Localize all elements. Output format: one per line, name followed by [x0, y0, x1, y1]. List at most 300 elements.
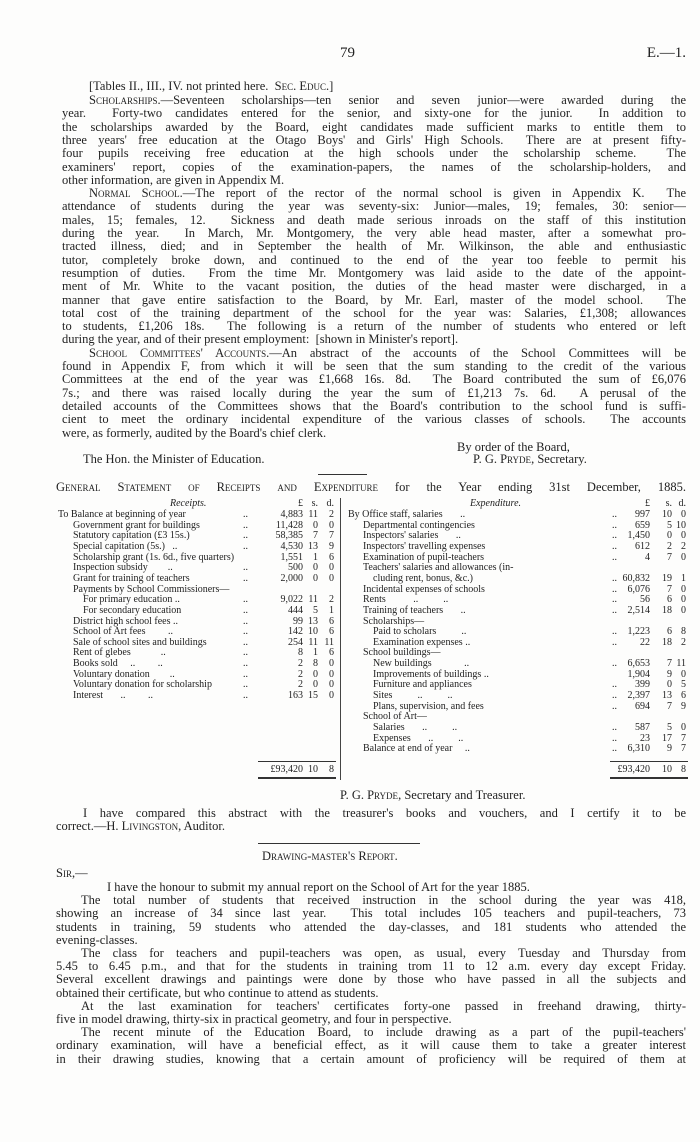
expenditure-amount-d: 0 [681, 594, 686, 605]
text-segment: The Hon. the Minister of Education. [83, 452, 265, 466]
text-segment: , Auditor. [178, 819, 225, 833]
receipts-row-label: Grant for training of teachers [73, 573, 190, 584]
dot-leader: .. [612, 743, 617, 754]
expenditure-amount-l: 659 [635, 520, 650, 531]
receipts-amount-d: 0 [329, 520, 334, 531]
text-segment: examiners' report, copies of the examination-papers, the names of the scholarship-holders, and [62, 160, 686, 174]
expenditure-amount-d: 1 [681, 573, 686, 584]
receipts-amount-s: 13 [308, 616, 318, 627]
text-segment: [Tables II., III., IV. not printed here. [89, 79, 275, 93]
expenditure-row-label: cluding rent, bonus, &c.) [373, 573, 473, 584]
document-reference: E.—1. [646, 45, 686, 61]
dot-leader: .. [612, 594, 617, 605]
receipts-amount-l: 11,428 [275, 520, 303, 531]
addressee [83, 452, 265, 466]
receipts-amount-l: 99 [293, 616, 303, 627]
expenditure-amount-d: 8 [681, 626, 686, 637]
receipts-amount-d: 6 [329, 552, 334, 563]
receipts-amount-l: 142 [288, 626, 303, 637]
expenditure-row-label: Rents .. .. [363, 594, 449, 605]
expenditure-amount-s: 5 [667, 722, 672, 733]
receipts-amount-l: 444 [288, 605, 303, 616]
expenditure-amount-d: 2 [681, 637, 686, 648]
small-caps-text: General Statement of Receipts and Expenditure [56, 480, 378, 494]
receipts-amount-s: 0 [313, 562, 318, 573]
expenditure-amount-l: 6,076 [627, 584, 650, 595]
text-segment: The total number of students that received instruction in the school during the year was 418, [81, 893, 686, 907]
expenditure-amount-s: 9 [667, 669, 672, 680]
text-segment: total cost of the training department of the school for the year was: Salaries, £1,308; allowances [62, 306, 686, 320]
dot-leader: .. [612, 722, 617, 733]
expenditure-amount-s: 18 [662, 637, 672, 648]
expenditure-amount-d: 0 [681, 605, 686, 616]
receipts-amount-l: 1,551 [280, 552, 303, 563]
expenditure-amount-s: 19 [662, 573, 672, 584]
text-segment: four pupils receiving free education at the high schools under the scholarship scheme. The [62, 146, 686, 160]
expenditure-amount-d: 0 [681, 530, 686, 541]
receipts-column-col_shillings: s. [311, 498, 318, 509]
page-number: 79 [340, 45, 355, 61]
expenditure_total-l: £93,420 [617, 764, 650, 775]
dot-leader: .. [612, 584, 617, 595]
text-segment: correct.—H. [56, 819, 122, 833]
text-segment: year. Forty-two candidates entered for the senior, and sixty-one for the junior. In addition to [62, 106, 686, 120]
receipts-row-label: For secondary education [83, 605, 182, 616]
report-line [81, 999, 686, 1013]
dot-leader: .. [243, 573, 248, 584]
receipts-row-label: To Balance at beginning of year [58, 509, 186, 520]
expenditure_total-s: 10 [662, 764, 672, 775]
receipts-column-col_pence: d. [326, 498, 334, 509]
expenditure-amount-d: 0 [681, 584, 686, 595]
expenditure-amount-l: 612 [635, 541, 650, 552]
expenditure-row-label: Expenses .. .. [373, 733, 464, 744]
paragraph-line [89, 93, 686, 107]
dot-leader: .. [243, 679, 248, 690]
receipts-amount-l: 4,883 [280, 509, 303, 520]
expenditure-amount-s: 17 [662, 733, 672, 744]
receipts-row-label: District high school fees .. [73, 616, 178, 627]
expenditure-amount-d: 9 [681, 701, 686, 712]
expenditure-amount-l: 997 [635, 509, 650, 520]
statement-title [56, 480, 686, 494]
report-line [56, 1012, 452, 1026]
expenditure-amount-l: 2,397 [627, 690, 650, 701]
expenditure-column-col_shillings: s. [665, 498, 672, 509]
report-line [56, 986, 378, 1000]
dot-leader: .. [243, 562, 248, 573]
receipts-amount-s: 8 [313, 658, 318, 669]
expenditure-amount-s: 18 [662, 605, 672, 616]
expenditure-row-label: School of Art— [363, 711, 427, 722]
receipts-amount-s: 15 [308, 690, 318, 701]
expenditure-amount-d: 2 [681, 541, 686, 552]
expenditure-amount-s: 7 [667, 584, 672, 595]
expenditure-amount-l: 56 [640, 594, 650, 605]
text-segment: for the Year ending 31st December, 1885. [377, 480, 686, 494]
text-segment: tutor, completely broke down, and continued to the end of the year too feeble to permit his [62, 253, 686, 267]
dot-leader: .. [243, 594, 248, 605]
text-segment: in their drawing studies, knowing that a certain amount of proficiency will be required of them at [56, 1052, 686, 1066]
dot-leader: .. [612, 520, 617, 531]
dot-leader: .. [243, 690, 248, 701]
receipts-row-label: Inspection subsidy .. [73, 562, 173, 573]
section-rule [258, 843, 420, 844]
text-segment: obtained their certificate, but who continue to attend as students. [56, 986, 379, 1000]
small-caps-text: Scholarships. [89, 93, 161, 107]
expenditure-amount-s: 6 [667, 626, 672, 637]
text-segment: resumption of duties. From the time Mr. Montgomery was laid aside to the date of the appoint- [62, 266, 686, 280]
text-segment: At the last examination for teachers' certificates forty-one passed in freehand drawing, thirty- [81, 999, 686, 1013]
text-segment: , Secretary and Treasurer. [398, 788, 526, 802]
text-segment: evening-classes. [56, 933, 138, 947]
dot-leader: .. [612, 509, 617, 520]
expenditure-row-label: Inspectors' salaries .. [363, 530, 461, 541]
expenditure-row-label: Improvements of buildings .. [373, 669, 489, 680]
text-segment: manner that gave entire satisfaction to the Board, by Mr. Earl, master of the model school. The [62, 293, 686, 307]
dot-leader: .. [612, 733, 617, 744]
expenditure-row-label: Paid to scholars .. [373, 626, 467, 637]
text-segment: —The report of the rector of the normal school is given in Appendix K. The [182, 186, 686, 200]
expenditure-row-label: Scholarships— [363, 616, 425, 627]
text-segment: to students, £1,206 18s. The following is a return of the number of students who entered or left [62, 319, 686, 333]
receipts-row-label: Special capitation (5s.) .. [73, 541, 178, 552]
audit-line [83, 806, 686, 820]
text-segment: —Seventeen scholarships—ten senior and seven junior—were awarded during the [160, 93, 686, 107]
receipts-amount-s: 5 [313, 605, 318, 616]
text-segment: 5.45 to 6.45 p.m., and that for the students in training trom 11 to 12 a.m. every day except Friday. [56, 959, 686, 973]
text-segment: P. G. [340, 788, 368, 802]
text-segment: cient to meet the ordinary incidental expenditure of the various classes of schools. The accounts [62, 412, 686, 426]
expenditure-amount-s: 7 [667, 701, 672, 712]
report-line [81, 946, 686, 960]
total-rule-right [610, 761, 688, 762]
text-segment: during the year. In March, Mr. Montgomery, the very able head master, after a somewhat pro- [62, 226, 686, 240]
paragraph-line [62, 239, 686, 253]
expenditure-row-label: Incidental expenses of schools [363, 584, 485, 595]
receipts-row-label: Payments by School Commissioners— [73, 584, 230, 595]
expenditure-amount-s: 13 [662, 690, 672, 701]
small-caps-text: Livingston [121, 819, 179, 833]
expenditure-amount-s: 10 [662, 509, 672, 520]
expenditure-amount-l: 6,653 [627, 658, 650, 669]
text-segment: ordinary examination, will have a beneficial effect, as it will cause them to take a greater interest [56, 1038, 686, 1052]
expenditure-amount-l: 694 [635, 701, 650, 712]
dot-leader: .. [243, 530, 248, 541]
paragraph-line [62, 293, 686, 307]
expenditure-row-label: Training of teachers .. [363, 605, 466, 616]
receipts-row-label: Voluntary donation for scholarship [73, 679, 212, 690]
dot-leader: .. [243, 658, 248, 669]
expenditure-row-label: By Office staff, salaries .. [348, 509, 466, 520]
receipts-amount-d: 0 [329, 658, 334, 669]
paragraph-line [62, 332, 458, 346]
paragraph-line [62, 412, 686, 426]
receipts-amount-d: 7 [329, 530, 334, 541]
expenditure-row-label: Examination of pupil-teachers [363, 552, 485, 563]
audit-line [56, 819, 225, 833]
expenditure-amount-l: 4 [645, 552, 650, 563]
receipts-amount-s: 1 [313, 552, 318, 563]
receipts-amount-l: 58,385 [275, 530, 303, 541]
small-caps-text: Pryde [500, 452, 532, 466]
small-caps-text: Normal School. [89, 186, 183, 200]
expenditure-heading: Expenditure. [470, 498, 522, 509]
report-line [56, 959, 686, 973]
paragraph-line [62, 306, 686, 320]
text-segment: , Secretary. [531, 452, 587, 466]
receipts-amount-l: 254 [288, 637, 303, 648]
text-segment: By order of the Board, [457, 440, 570, 454]
receipts-amount-d: 1 [329, 605, 334, 616]
receipts-amount-s: 13 [308, 541, 318, 552]
total-rule-left [258, 761, 336, 762]
text-segment: The recent minute of the Education Board, to include drawing as a part of the pupil-teachers' [81, 1025, 686, 1039]
expenditure-amount-l: 60,832 [622, 573, 650, 584]
report-line [56, 920, 686, 934]
text-segment: 7s.; and there was raised locally during the year the sum of £1,213 7s. 6d. A perusal of the [62, 386, 686, 400]
dot-leader: .. [612, 690, 617, 701]
treasurer-signature [340, 788, 525, 802]
receipts-amount-s: 0 [313, 669, 318, 680]
paragraph-line [62, 359, 686, 373]
expenditure-amount-l: 6,310 [627, 743, 650, 754]
receipts-amount-d: 11 [324, 637, 334, 648]
expenditure-row-label: Teachers' salaries and allowances (in- [363, 562, 514, 573]
paragraph-line [89, 346, 686, 360]
receipts-heading: Receipts. [170, 498, 207, 509]
receipts-amount-d: 0 [329, 573, 334, 584]
text-segment: Committees at the end of the year was £1,668 16s. 8d. The Board contributed the sum of £6,076 [62, 372, 686, 386]
paragraph-line [62, 266, 686, 280]
text-segment: detailed accounts of the Committees shows that the Board's contribution to the school fund is suffi- [62, 399, 686, 413]
dot-leader: .. [243, 616, 248, 627]
receipts-row-label: Government grant for buildings [73, 520, 200, 531]
expenditure-amount-s: 5 [667, 520, 672, 531]
expenditure-amount-s: 7 [667, 552, 672, 563]
expenditure-amount-s: 9 [667, 743, 672, 754]
paragraph-line [62, 279, 686, 293]
receipts_total-l: £93,420 [270, 764, 303, 775]
receipts-amount-s: 11 [308, 637, 318, 648]
receipts_total-s: 10 [308, 764, 318, 775]
report-line [56, 933, 138, 947]
expenditure-row-label: Examination expenses .. [373, 637, 471, 648]
receipts-amount-d: 0 [329, 690, 334, 701]
report-line [81, 1025, 686, 1039]
report-opening [107, 880, 530, 894]
receipts-amount-l: 2 [298, 669, 303, 680]
receipts-amount-l: 4,530 [280, 541, 303, 552]
paragraph-line [62, 120, 686, 134]
text-segment: were, as formerly, audited by the Board's chief clerk. [62, 426, 327, 440]
paragraph-line [62, 426, 326, 440]
expenditure-row-label: New buildings .. [373, 658, 470, 669]
paragraph-line [89, 186, 686, 200]
expenditure-amount-d: 0 [681, 669, 686, 680]
expenditure-amount-l: 399 [635, 679, 650, 690]
small-caps-text: Sir [56, 866, 72, 880]
receipts-amount-l: 9,022 [280, 594, 303, 605]
text-segment: other information, are given in Appendix M. [62, 173, 285, 187]
table-divider [340, 498, 341, 780]
receipts-amount-s: 7 [313, 530, 318, 541]
dot-leader: .. [612, 701, 617, 712]
receipts_total-d: 8 [329, 764, 334, 775]
paragraph-line [89, 79, 333, 93]
expenditure-amount-d: 0 [681, 722, 686, 733]
receipts-amount-d: 6 [329, 616, 334, 627]
dot-leader: .. [243, 541, 248, 552]
receipts-amount-l: 2 [298, 658, 303, 669]
receipts-amount-d: 0 [329, 669, 334, 680]
receipts-amount-l: 8 [298, 647, 303, 658]
expenditure-amount-d: 7 [681, 743, 686, 754]
dot-leader: .. [612, 626, 617, 637]
receipts-amount-d: 9 [329, 541, 334, 552]
receipts-amount-d: 0 [329, 562, 334, 573]
paragraph-line [62, 160, 686, 174]
expenditure-amount-s: 0 [667, 530, 672, 541]
text-segment: attendance of students during the year was seventy-six: Junior—males, 19; females, 30: senior— [62, 199, 686, 213]
paragraph-line [62, 372, 686, 386]
expenditure-row-label: Plans, supervision, and fees [373, 701, 484, 712]
expenditure-amount-d: 11 [676, 658, 686, 669]
receipts-row-label: Books sold .. .. [73, 658, 163, 669]
paragraph-line [62, 213, 686, 227]
dot-leader: .. [612, 541, 617, 552]
receipts-column-col_pounds: £ [298, 498, 303, 509]
paragraph-line [62, 199, 686, 213]
dot-leader: .. [612, 679, 617, 690]
expenditure-column-col_pence: d. [678, 498, 686, 509]
receipts-amount-d: 6 [329, 647, 334, 658]
receipts-amount-l: 2 [298, 679, 303, 690]
receipts-amount-s: 1 [313, 647, 318, 658]
text-segment: five in model drawing, thirty-six in practical geometry, and four in perspective. [56, 1012, 452, 1026]
text-segment: males, 15; females, 12. Sickness and death made serious inroads on the staff of this institution [62, 213, 686, 227]
receipts-amount-l: 163 [288, 690, 303, 701]
expenditure-amount-d: 0 [681, 552, 686, 563]
receipts-amount-s: 0 [313, 573, 318, 584]
text-segment: I have compared this abstract with the treasurer's books and vouchers, and I certify it to be [83, 806, 686, 820]
receipts-row-label: Scholarship grant (1s. 6d., five quarters) [73, 552, 235, 563]
text-segment: Several excellent drawings and paintings were done by those who have passed in all the subjects and [56, 972, 686, 986]
text-segment: —An abstract of the accounts of the School Committees will be [269, 346, 686, 360]
receipts-row-label: School of Art fees .. [73, 626, 173, 637]
paragraph-line [62, 173, 284, 187]
report-line [56, 906, 686, 920]
report-line [56, 1052, 686, 1066]
receipts-amount-s: 11 [308, 509, 318, 520]
expenditure-amount-d: 5 [681, 679, 686, 690]
separator-rule [318, 474, 367, 475]
text-segment: the scholarships awarded by the Board, eight candidates made sufficient marks to entitle them to [62, 120, 686, 134]
dot-leader: .. [612, 530, 617, 541]
receipts-amount-d: 2 [329, 594, 334, 605]
small-caps-text: Sec. Educ. [274, 79, 330, 93]
text-segment: three years' free education at the Otago Boys' and Girls' High Schools. There are at present fifty- [62, 133, 686, 147]
report-line [56, 1038, 686, 1052]
expenditure-row-label: Sites .. .. [373, 690, 453, 701]
expenditure-row-label: Departmental contingencies [363, 520, 475, 531]
expenditure-amount-l: 587 [635, 722, 650, 733]
expenditure-column-col_pounds: £ [645, 498, 650, 509]
text-segment: P. G. [473, 452, 501, 466]
expenditure-amount-l: 2,514 [627, 605, 650, 616]
receipts-row-label: Rent of glebes .. [73, 647, 166, 658]
receipts-amount-s: 0 [313, 679, 318, 690]
text-segment: I have the honour to submit my annual report on the School of Art for the year 1885. [107, 880, 530, 894]
text-segment: students in training, 59 students who attended the day-classes, and 181 students who attended the [56, 920, 686, 934]
receipts-row-label: Voluntary donation .. [73, 669, 175, 680]
receipts-amount-l: 2,000 [280, 573, 303, 584]
report-line [81, 893, 686, 907]
dot-leader: .. [612, 637, 617, 648]
dot-leader: .. [243, 669, 248, 680]
expenditure-amount-d: 0 [681, 509, 686, 520]
paragraph-line [62, 133, 686, 147]
report-line [56, 972, 686, 986]
receipts-amount-d: 2 [329, 509, 334, 520]
expenditure-amount-l: 1,904 [627, 669, 650, 680]
text-segment: during the year, and of their present employment: [shown in Minister's report]. [62, 332, 459, 346]
total-double-rule-right [610, 777, 688, 779]
paragraph-line [62, 386, 686, 400]
expenditure-amount-s: 6 [667, 594, 672, 605]
receipts-amount-d: 0 [329, 679, 334, 690]
paragraph-line [62, 106, 686, 120]
signature-secretary [473, 452, 587, 466]
dot-leader: .. [243, 520, 248, 531]
expenditure-row-label: School buildings— [363, 647, 441, 658]
text-segment: ment of Mr. White to the vacant position, the duties of the head master were discharged, in a [62, 279, 686, 293]
dot-leader: .. [243, 637, 248, 648]
receipts-amount-s: 0 [313, 520, 318, 531]
text-segment: showing an increase of 34 since last year. This total includes 105 teachers and pupil-teachers, 73 [56, 906, 686, 920]
small-caps-text: Pryde [367, 788, 399, 802]
dot-leader: .. [243, 647, 248, 658]
receipts-row-label: For primary education .. [83, 594, 180, 605]
small-caps-text: School Committees' Accounts. [89, 346, 270, 360]
text-segment: found in Appendix F, from which it will be seen that the sum standing to the credit of the various [62, 359, 686, 373]
receipts-amount-d: 6 [329, 626, 334, 637]
receipts-amount-s: 11 [308, 594, 318, 605]
dot-leader: .. [612, 658, 617, 669]
expenditure-row-label: Balance at end of year .. [363, 743, 470, 754]
expenditure-amount-s: 7 [667, 658, 672, 669]
text-segment: ] [329, 79, 334, 93]
paragraph-line [62, 319, 686, 333]
expenditure-amount-d: 10 [676, 520, 686, 531]
expenditure-amount-s: 2 [667, 541, 672, 552]
small-caps-text: Drawing-master's Report. [262, 849, 398, 863]
dot-leader: .. [612, 605, 617, 616]
dot-leader: .. [243, 509, 248, 520]
paragraph-line [62, 226, 686, 240]
expenditure-amount-l: 23 [640, 733, 650, 744]
paragraph-line [62, 253, 686, 267]
expenditure-amount-d: 6 [681, 690, 686, 701]
expenditure_total-d: 8 [681, 764, 686, 775]
receipts-row-label: Interest .. .. [73, 690, 153, 701]
receipts-row-label: Sale of school sites and buildings [73, 637, 207, 648]
receipts-amount-s: 10 [308, 626, 318, 637]
expenditure-amount-s: 0 [667, 679, 672, 690]
receipts-amount-l: 500 [288, 562, 303, 573]
salutation [56, 866, 88, 880]
expenditure-amount-l: 1,450 [627, 530, 650, 541]
